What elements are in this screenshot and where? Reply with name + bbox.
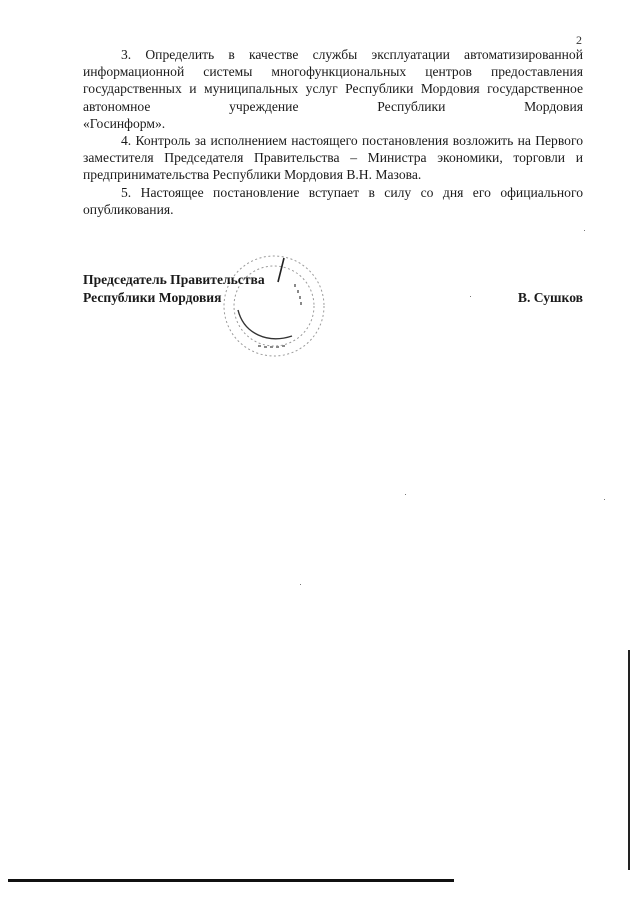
paragraph-5: 5. Настоящее постановление вступает в силу со дня его официального опубликования. [83,184,583,217]
signature-block [83,271,583,307]
paragraph-3 [83,46,583,132]
page-number: 2 [576,33,582,47]
paragraph-3-last-line: «Госинформ». [83,115,166,131]
scan-speck [584,230,585,231]
scan-edge-line [628,650,630,870]
signatory-name: В. Сушков [517,290,583,305]
scan-speck [470,296,471,297]
paragraph-4: 4. Контроль за исполнением настоящего постановления возложить на Первого заместителя Председателя Правительства – Министра экономики, торговли и предпринимательства Республики Мордовия В.Н. Мазова. [83,133,583,183]
paragraph-3-text: 3. Определить в качестве службы эксплуатации автоматизированной информационной системы многофункциональных центров предоставления государственных и муниципальных услуг Республики Мордовия государственное автономное учреждение Республики Мордовия [83,47,583,114]
scan-speck [300,584,301,585]
signatory-title-line-2: Республики Мордовия [83,290,222,305]
scan-speck [405,494,406,495]
scan-bottom-bar [8,879,454,882]
scan-speck [604,499,605,500]
document-body [83,46,583,218]
signatory-title-line-1: Председатель Правительства [83,272,265,287]
